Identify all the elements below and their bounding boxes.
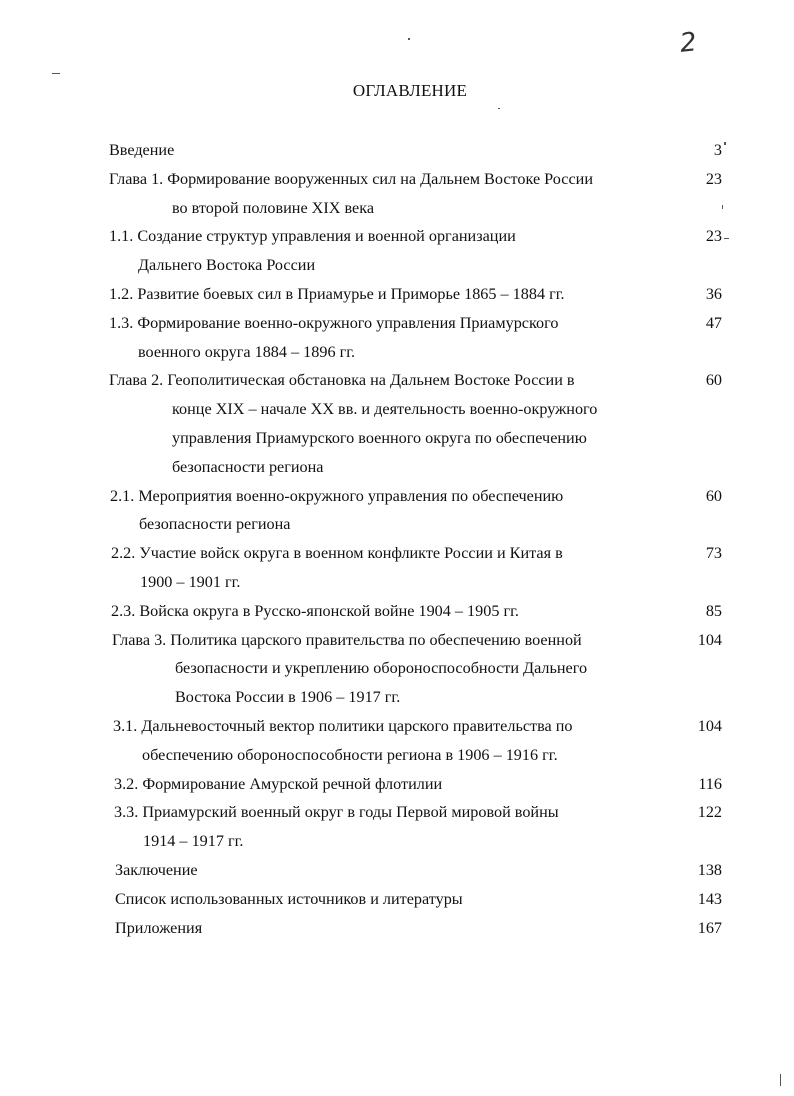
toc-entry-line <box>0 510 794 539</box>
toc-page-number: 3 <box>713 141 722 159</box>
toc-page-number: 85 <box>705 601 722 620</box>
toc-entry-continuation: во второй половине XIX века <box>172 198 375 217</box>
toc-entry-title: Список использованных источников и литературы <box>115 889 463 908</box>
toc-entry-continuation: обеспечению обороноспособности региона в 1906 – 1916 гг. <box>142 745 558 764</box>
toc-entry-title: Введение <box>109 141 175 159</box>
toc-entry-continuation: конце XIX – начале XX вв. и деятельность военно-окружного <box>172 400 598 419</box>
toc-page-number: 122 <box>697 803 722 822</box>
toc-entry-line <box>0 395 794 424</box>
toc-entry-line <box>0 626 794 655</box>
toc-entry-title: 3.3. Приамурский военный округ в годы Первой мировой войны <box>114 803 559 822</box>
toc-entry-continuation: Востока России в 1906 – 1917 гг. <box>175 688 401 707</box>
toc-entry-title: Глава 1. Формирование вооруженных сил на Дальнем Востоке России <box>109 169 593 188</box>
scan-speck <box>52 73 60 74</box>
toc-entry-title: 1.3. Формирование военно-окружного управления Приамурского <box>109 313 559 332</box>
toc-page-number: 104 <box>697 630 722 649</box>
toc-entry-line <box>0 251 794 280</box>
toc-entry-title: 2.1. Мероприятия военно-окружного управления по обеспечению <box>110 486 564 505</box>
toc-entry-continuation: безопасности и укреплению обороноспособности Дальнего <box>175 659 588 678</box>
toc-entry-line <box>0 453 794 482</box>
toc-entry-continuation: 1900 – 1901 гг. <box>140 573 241 591</box>
toc-entry-line <box>0 424 794 453</box>
toc-entry-continuation: управления Приамурского военного округа по обеспечению <box>172 429 587 447</box>
toc-entry-continuation: Дальнего Востока России <box>138 256 316 275</box>
toc-page-number: 36 <box>705 285 722 303</box>
toc-page-number: 116 <box>698 774 722 793</box>
toc-entry-line <box>0 568 794 597</box>
scan-speck <box>722 205 723 209</box>
toc-entry-line <box>0 741 794 770</box>
toc-entry-continuation: безопасности региона <box>139 515 291 534</box>
scan-speck <box>724 238 729 239</box>
toc-entry-line <box>0 683 794 712</box>
toc-page-number: 73 <box>705 544 722 563</box>
toc-entry-title: Глава 3. Политика царского правительства по обеспечению военной <box>112 630 582 649</box>
toc-entry-line <box>0 856 794 885</box>
toc-entry-line <box>0 597 794 626</box>
toc-page-number: 138 <box>697 861 722 879</box>
toc-entry-title: 3.1. Дальневосточный вектор политики царского правительства по <box>113 717 573 735</box>
toc-entry-line <box>0 482 794 511</box>
toc-page-number: 60 <box>705 486 722 505</box>
toc-entry-line <box>0 366 794 395</box>
toc-entry-line <box>0 338 794 367</box>
toc-entry-line <box>0 539 794 568</box>
toc-entry-line <box>0 165 794 194</box>
toc-entry-title: Заключение <box>115 861 198 879</box>
toc-entry-title: 3.2. Формирование Амурской речной флотилии <box>114 774 443 793</box>
scan-speck <box>498 108 500 109</box>
scan-speck <box>724 142 726 145</box>
toc-page-number: 23 <box>705 227 722 246</box>
toc-entry-line <box>0 654 794 683</box>
toc-page-number: 23 <box>705 169 722 188</box>
scan-speck <box>408 38 410 40</box>
toc-entry-line <box>0 712 794 741</box>
toc-page-number: 167 <box>697 918 722 937</box>
toc-page-number: 143 <box>697 889 722 908</box>
toc-entry-title: 1.2. Развитие боевых сил в Приамурье и Приморье 1865 – 1884 гг. <box>109 285 565 303</box>
scan-speck <box>780 1074 781 1086</box>
page-title: ОГЛАВЛЕНИЕ <box>352 81 468 100</box>
toc-entry-title: Глава 2. Геополитическая обстановка на Дальнем Востоке России в <box>109 371 575 390</box>
toc-entry-line <box>0 914 794 943</box>
toc-entry-continuation: военного округа 1884 – 1896 гг. <box>138 342 356 361</box>
toc-entry-line <box>0 222 794 251</box>
toc-entry-continuation: безопасности региона <box>172 457 324 476</box>
toc-entry-title: 2.3. Войска округа в Русско-японской войне 1904 – 1905 гг. <box>111 601 519 620</box>
toc-entry-line <box>0 194 794 223</box>
toc-page-number: 104 <box>697 717 722 735</box>
toc-entry-line <box>0 798 794 827</box>
toc-entry-line <box>0 280 794 309</box>
toc-entry-title: 2.2. Участие войск округа в военном конфликте России и Китая в <box>111 544 563 563</box>
toc-entry-line <box>0 885 794 914</box>
toc-page-number: 60 <box>705 371 722 390</box>
handwritten-page-number: 2 <box>678 27 699 59</box>
toc-entry-title: Приложения <box>115 918 203 937</box>
toc-entry-line <box>0 770 794 799</box>
toc-entry-line <box>0 827 794 856</box>
toc-entry-title: 1.1. Создание структур управления и военной организации <box>109 227 516 246</box>
toc-entry-line <box>0 309 794 338</box>
toc-page-number: 47 <box>705 313 722 332</box>
toc-entry-continuation: 1914 – 1917 гг. <box>143 832 244 851</box>
toc-entry-line <box>0 136 794 165</box>
